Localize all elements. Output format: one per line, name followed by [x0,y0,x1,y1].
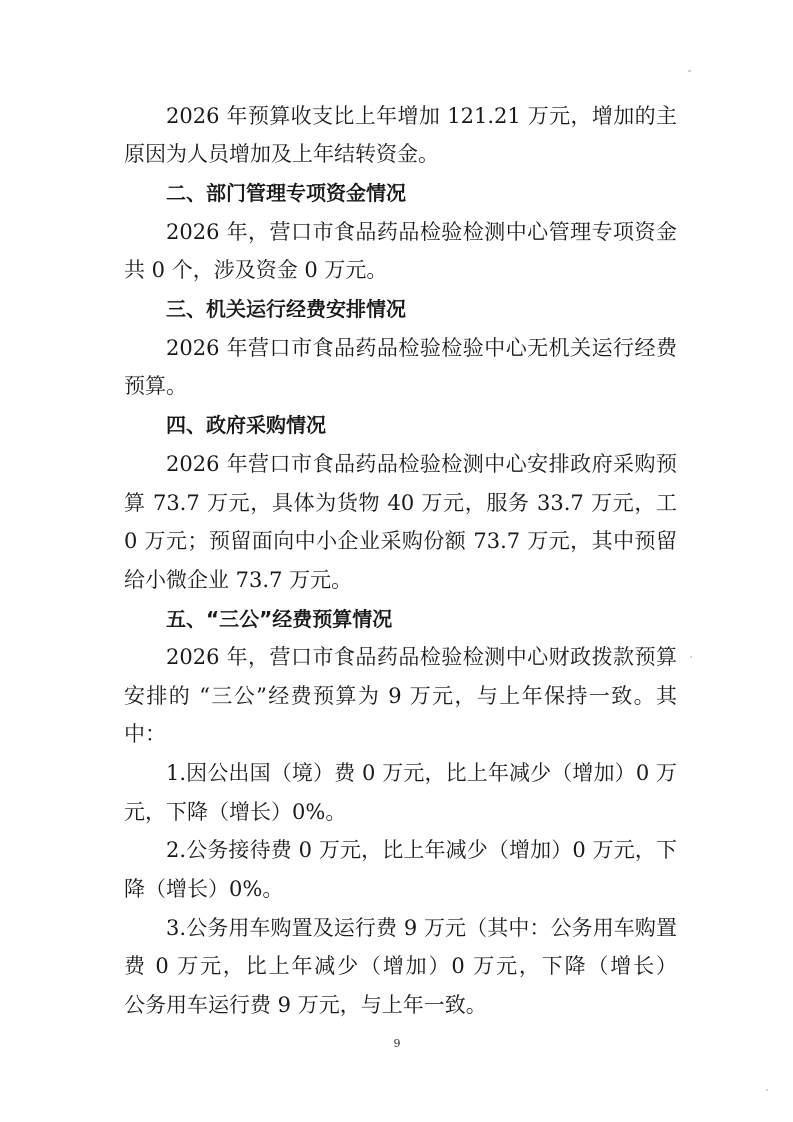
scan-speck [688,70,691,72]
page-number: 9 [393,1037,401,1050]
paragraph-line: 2.公务接待费 0 万元，比上年减少（增加）0 万元，下 [166,838,677,862]
paragraph-line: 2026 年，营口市食品药品检验检测中心财政拨款预算 [166,645,677,669]
paragraph-line: 给小微企业 73.7 万元。 [124,568,353,592]
paragraph-line: 预算。 [124,374,187,398]
paragraph-line: 公务用车运行费 9 万元，与上年一致。 [124,993,487,1017]
section-heading: 三、机关运行经费安排情况 [166,297,406,321]
paragraph-line: 3.公务用车购置及运行费 9 万元（其中：公务用车购置 [166,916,677,940]
paragraph-line: 2026 年营口市食品药品检验检验中心无机关运行经费 [166,336,677,360]
paragraph-line: 0 万元；预留面向中小企业采购份额 73.7 万元，其中预留 [124,529,677,553]
paragraph-line: 降（增长）0%。 [124,877,284,901]
section-heading: 二、部门管理专项资金情况 [166,181,406,205]
paragraph-line: 共 0 个，涉及资金 0 万元。 [124,258,388,282]
paragraph-line: 1.因公出国（境）费 0 万元，比上年减少（增加）0 万 [166,761,677,785]
paragraph-line: 中： [124,722,166,746]
paragraph-line: 2026 年预算收支比上年增加 121.21 万元，增加的主 [166,104,677,128]
paragraph-line: 安排的 “三公”经费预算为 9 万元，与上年保持一致。其 [124,684,677,708]
paragraph-line: 元，下降（增长）0%。 [124,800,347,824]
paragraph-line: 算 73.7 万元，具体为货物 40 万元，服务 33.7 万元，工 [124,491,677,515]
paragraph-line: 费 0 万元，比上年减少（增加）0 万元，下降（增长） [124,954,677,978]
section-heading: 五、“三公”经费预算情况 [166,607,393,631]
scan-speck [766,1089,768,1091]
paragraph-line: 2026 年营口市食品药品检验检测中心安排政府采购预 [166,452,677,476]
section-heading: 四、政府采购情况 [166,413,326,437]
paragraph-line: 2026 年，营口市食品药品检验检测中心管理专项资金 [166,220,677,244]
scan-speck [690,656,692,658]
paragraph-line: 原因为人员增加及上年结转资金。 [124,142,439,166]
